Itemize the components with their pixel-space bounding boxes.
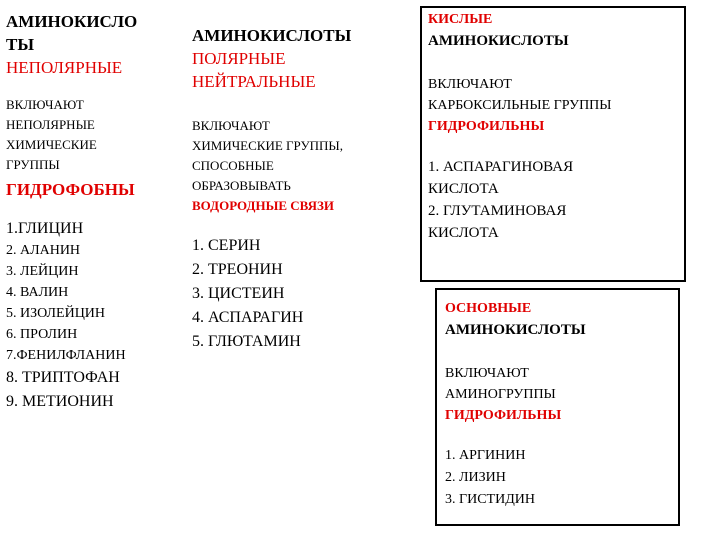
polar-item: 2. ТРЕОНИН [192, 261, 283, 278]
polar-subtitle-line1: ПОЛЯРНЫЕ [192, 49, 286, 68]
nonpolar-property: ГИДРОФОБНЫ [6, 180, 135, 199]
nonpolar-title-line2: ТЫ [6, 35, 35, 54]
nonpolar-item: 4. ВАЛИН [6, 285, 69, 300]
acidic-title-line1: КИСЛЫЕ [428, 12, 493, 27]
acidic-title-line2: АМИНОКИСЛОТЫ [428, 33, 569, 49]
polar-item: 5. ГЛЮТАМИН [192, 333, 301, 350]
nonpolar-column [6, 10, 181, 414]
polar-property: ВОДОРОДНЫЕ СВЯЗИ [192, 198, 335, 213]
nonpolar-desc-line: ВКЛЮЧАЮТ [6, 97, 84, 112]
nonpolar-item: 2. АЛАНИН [6, 243, 81, 258]
basic-title-line1: ОСНОВНЫЕ [445, 301, 532, 316]
nonpolar-desc-line: НЕПОЛЯРНЫЕ [6, 117, 95, 132]
nonpolar-item: 7.ФЕНИЛФЛАНИН [6, 348, 126, 363]
polar-subtitle-line2: НЕЙТРАЛЬНЫЕ [192, 72, 316, 91]
nonpolar-subtitle: НЕПОЛЯРНЫЕ [6, 58, 123, 77]
polar-item: 1. СЕРИН [192, 237, 261, 254]
acidic-content [428, 10, 683, 244]
nonpolar-item: 9. МЕТИОНИН [6, 393, 114, 410]
basic-item: 3. ГИСТИДИН [445, 492, 535, 507]
polar-desc-line: ВКЛЮЧАЮТ [192, 118, 270, 133]
nonpolar-item: 6. ПРОЛИН [6, 327, 78, 342]
basic-title-line2: АМИНОКИСЛОТЫ [445, 322, 586, 338]
basic-desc-line: АМИНОГРУППЫ [445, 387, 556, 402]
basic-content [445, 298, 675, 511]
nonpolar-item: 8. ТРИПТОФАН [6, 369, 120, 386]
nonpolar-title-line1: АМИНОКИСЛО [6, 12, 138, 31]
nonpolar-desc-line: ХИМИЧЕСКИЕ [6, 137, 97, 152]
nonpolar-item: 3. ЛЕЙЦИН [6, 264, 79, 279]
acidic-desc-line: ВКЛЮЧАЮТ [428, 77, 512, 92]
basic-property: ГИДРОФИЛЬНЫ [445, 408, 562, 423]
acidic-item: 2. ГЛУТАМИНОВАЯ [428, 203, 567, 219]
acidic-desc-line: КАРБОКСИЛЬНЫЕ ГРУППЫ [428, 98, 612, 113]
acidic-property: ГИДРОФИЛЬНЫ [428, 119, 545, 134]
polar-desc-line: СПОСОБНЫЕ [192, 158, 274, 173]
basic-desc-line: ВКЛЮЧАЮТ [445, 366, 529, 381]
nonpolar-item: 1.ГЛИЦИН [6, 220, 84, 237]
basic-item: 2. ЛИЗИН [445, 470, 506, 485]
polar-desc-line: ХИМИЧЕСКИЕ ГРУППЫ, [192, 138, 344, 153]
polar-item: 4. АСПАРАГИН [192, 309, 304, 326]
polar-column [192, 24, 412, 354]
polar-desc-line: ОБРАЗОВЫВАТЬ [192, 178, 291, 193]
acidic-item: КИСЛОТА [428, 225, 499, 241]
acidic-item: КИСЛОТА [428, 181, 499, 197]
polar-title: АМИНОКИСЛОТЫ [192, 26, 352, 45]
nonpolar-item: 5. ИЗОЛЕЙЦИН [6, 306, 106, 321]
nonpolar-desc-line: ГРУППЫ [6, 157, 60, 172]
basic-item: 1. АРГИНИН [445, 448, 526, 463]
acidic-item: 1. АСПАРАГИНОВАЯ [428, 159, 574, 175]
polar-item: 3. ЦИСТЕИН [192, 285, 285, 302]
